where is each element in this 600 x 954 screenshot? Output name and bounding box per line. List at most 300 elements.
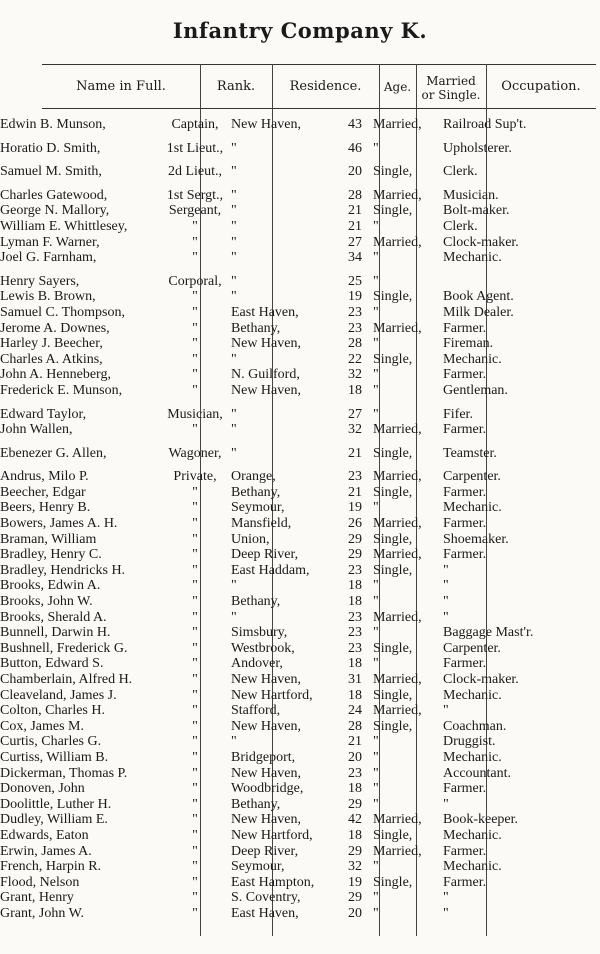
row-spacer — [0, 399, 600, 407]
cell-rank: " — [192, 578, 198, 594]
table-row — [0, 485, 600, 501]
cell-age: 21 — [348, 203, 362, 219]
cell-occupation: Farmer. — [443, 874, 487, 890]
cell-name: Jerome A. Downes, — [0, 320, 110, 336]
cell-occupation: Clock-maker. — [443, 672, 519, 687]
cell-married: " — [373, 273, 379, 289]
cell-name: Bradley, Henry C. — [0, 547, 102, 563]
cell-residence: East Haven, — [231, 304, 299, 320]
cell-residence: Westbrook, — [231, 640, 295, 656]
table-row — [0, 164, 600, 180]
cell-residence: Deep River, — [231, 843, 299, 859]
cell-name: Beecher, Edgar — [0, 484, 86, 500]
table-row — [0, 781, 600, 797]
cell-rank: " — [192, 656, 198, 672]
cell-married: Single, — [373, 640, 413, 656]
cell-age: 26 — [348, 516, 362, 532]
cell-married: " — [373, 859, 379, 875]
table-row — [0, 906, 600, 922]
cell-occupation: Clerk. — [443, 164, 478, 180]
cell-occupation: Clerk. — [443, 218, 478, 234]
table-row — [0, 766, 600, 782]
table-row — [0, 367, 600, 383]
cell-residence: Union, — [231, 531, 270, 547]
cell-age: 18 — [348, 578, 362, 594]
cell-rank: " — [192, 351, 198, 367]
cell-name: Lewis B. Brown, — [0, 289, 96, 305]
cell-married: Married, — [373, 516, 422, 532]
cell-rank: " — [192, 609, 198, 625]
cell-residence: " — [231, 422, 237, 438]
cell-name: John Wallen, — [0, 422, 73, 438]
cell-occupation: Coachman. — [443, 718, 507, 734]
cell-occupation: Clock-maker. — [443, 234, 519, 250]
cell-occupation: Baggage Mast'r. — [443, 625, 534, 641]
cell-occupation: Farmer. — [443, 422, 487, 438]
table-row — [0, 672, 600, 688]
cell-occupation: " — [443, 578, 449, 594]
cell-rank: " — [192, 796, 198, 812]
cell-residence: " — [231, 234, 237, 250]
table-row — [0, 641, 600, 657]
cell-name: Donoven, John — [0, 781, 85, 797]
cell-married: Married, — [373, 234, 422, 250]
header-top-rule — [42, 64, 596, 65]
cell-rank: " — [192, 812, 198, 828]
cell-age: 29 — [348, 890, 362, 906]
cell-occupation: Fifer. — [443, 406, 473, 422]
cell-rank: " — [192, 625, 198, 641]
cell-name: Brooks, John W. — [0, 594, 93, 610]
table-row — [0, 890, 600, 906]
cell-residence: " — [231, 273, 237, 289]
cell-occupation: Mechanic. — [443, 250, 502, 266]
cell-occupation: Mechanic. — [443, 687, 502, 703]
cell-residence: " — [231, 164, 237, 180]
cell-rank: " — [192, 905, 198, 921]
cell-married: " — [373, 382, 379, 398]
cell-rank: " — [192, 382, 198, 398]
cell-age: 18 — [348, 687, 362, 703]
table-row — [0, 750, 600, 766]
cell-residence: Andover, — [231, 656, 283, 672]
cell-rank: " — [192, 890, 198, 906]
cell-rank: " — [192, 484, 198, 500]
table-row — [0, 203, 600, 219]
cell-occupation: Mechanic. — [443, 500, 502, 516]
header-age: Age. — [383, 80, 412, 94]
cell-married: Single, — [373, 531, 413, 547]
table-row — [0, 844, 600, 860]
cell-residence: New Haven, — [231, 718, 301, 734]
cell-age: 32 — [348, 422, 362, 438]
cell-name: Flood, Nelson — [0, 874, 80, 890]
cell-name: Dickerman, Thomas P. — [0, 765, 128, 781]
cell-occupation: Farmer. — [443, 516, 487, 532]
cell-name: Harley J. Beecher, — [0, 336, 103, 352]
cell-age: 18 — [348, 781, 362, 797]
cell-age: 21 — [348, 445, 362, 461]
table-row — [0, 446, 600, 462]
cell-rank: " — [192, 874, 198, 890]
cell-married: " — [373, 734, 379, 750]
table-row — [0, 734, 600, 750]
cell-residence: New Haven, — [231, 117, 301, 132]
cell-rank: " — [192, 687, 198, 703]
cell-married: Married, — [373, 703, 422, 719]
cell-residence: " — [231, 203, 237, 219]
cell-rank: " — [192, 516, 198, 532]
cell-occupation: Upholsterer. — [443, 140, 512, 156]
cell-age: 27 — [348, 406, 362, 422]
cell-residence: " — [231, 289, 237, 305]
cell-rank: Captain, — [171, 117, 219, 132]
cell-married: Single, — [373, 445, 413, 461]
cell-married: Single, — [373, 827, 413, 843]
cell-age: 23 — [348, 609, 362, 625]
roster-table — [0, 117, 600, 922]
cell-residence: Bethany, — [231, 594, 281, 610]
cell-occupation: Farmer. — [443, 367, 487, 383]
cell-married: " — [373, 656, 379, 672]
cell-occupation: Teamster. — [443, 445, 497, 461]
cell-residence: N. Guilford, — [231, 367, 300, 383]
cell-age: 22 — [348, 351, 362, 367]
cell-rank: 1st Lieut., — [166, 140, 224, 156]
cell-occupation: Accountant. — [443, 765, 512, 781]
cell-occupation: Farmer. — [443, 484, 487, 500]
cell-residence: " — [231, 578, 237, 594]
spacer-cell — [0, 133, 600, 141]
cell-occupation: Mechanic. — [443, 749, 502, 765]
cell-occupation: " — [443, 609, 449, 625]
cell-occupation: Milk Dealer. — [443, 304, 514, 320]
cell-residence: Bethany, — [231, 320, 281, 336]
cell-residence: New Haven, — [231, 812, 301, 828]
cell-residence: " — [231, 734, 237, 750]
cell-residence: " — [231, 250, 237, 266]
table-row — [0, 407, 600, 423]
cell-name: Button, Edward S. — [0, 656, 104, 672]
cell-age: 23 — [348, 640, 362, 656]
cell-residence: New Haven, — [231, 382, 301, 398]
cell-name: Doolittle, Luther H. — [0, 796, 112, 812]
cell-residence: " — [231, 609, 237, 625]
cell-age: 23 — [348, 765, 362, 781]
cell-age: 34 — [348, 250, 362, 266]
cell-name: Henry Sayers, — [0, 273, 80, 289]
header-married-line1: Married — [426, 74, 476, 88]
cell-rank: 2d Lieut., — [167, 164, 223, 180]
cell-name: Beers, Henry B. — [0, 500, 91, 516]
cell-occupation: Book-keeper. — [443, 812, 519, 828]
cell-name: Edward Taylor, — [0, 406, 87, 422]
cell-residence: S. Coventry, — [231, 890, 301, 906]
row-spacer — [0, 266, 600, 274]
cell-rank: " — [192, 781, 198, 797]
table-row — [0, 578, 600, 594]
cell-occupation: Farmer. — [443, 320, 487, 336]
cell-occupation: Book Agent. — [443, 289, 514, 305]
cell-married: Married, — [373, 187, 422, 203]
cell-name: Edwards, Eaton — [0, 827, 89, 843]
table-row — [0, 500, 600, 516]
cell-rank: " — [192, 827, 198, 843]
header-occupation: Occupation. — [501, 79, 581, 94]
page-title: Infantry Company K. — [172, 18, 428, 43]
cell-rank: " — [192, 594, 198, 610]
cell-married: " — [373, 367, 379, 383]
cell-age: 19 — [348, 500, 362, 516]
table-row — [0, 812, 600, 828]
cell-age: 28 — [348, 187, 362, 203]
cell-name: Chamberlain, Alfred H. — [0, 672, 133, 687]
table-row — [0, 594, 600, 610]
cell-occupation: " — [443, 905, 449, 921]
cell-rank: " — [192, 218, 198, 234]
cell-married: Married, — [373, 117, 422, 132]
cell-residence: New Haven, — [231, 765, 301, 781]
cell-occupation: " — [443, 703, 449, 719]
cell-rank: " — [192, 672, 198, 687]
row-spacer — [0, 133, 600, 141]
cell-residence: Bethany, — [231, 484, 281, 500]
cell-married: " — [373, 406, 379, 422]
cell-age: 25 — [348, 273, 362, 289]
cell-residence: Stafford, — [231, 703, 281, 719]
cell-residence: Seymour, — [231, 859, 285, 875]
cell-married: Single, — [373, 718, 413, 734]
cell-occupation: Druggist. — [443, 734, 496, 750]
cell-rank: " — [192, 250, 198, 266]
table-row — [0, 422, 600, 438]
cell-married: Single, — [373, 203, 413, 219]
cell-residence: " — [231, 140, 237, 156]
cell-rank: Sergeant, — [168, 203, 222, 219]
table-row — [0, 719, 600, 735]
spacer-cell — [0, 156, 600, 164]
cell-married: " — [373, 905, 379, 921]
header-name: Name in Full. — [76, 79, 166, 94]
cell-married: " — [373, 218, 379, 234]
cell-name: Cox, James M. — [0, 718, 84, 734]
cell-rank: " — [192, 320, 198, 336]
cell-married: " — [373, 250, 379, 266]
cell-age: 42 — [348, 812, 362, 828]
cell-married: Single, — [373, 874, 413, 890]
table-row — [0, 563, 600, 579]
table-row — [0, 859, 600, 875]
cell-name: Bunnell, Darwin H. — [0, 625, 111, 641]
spacer-cell — [0, 438, 600, 446]
cell-age: 29 — [348, 531, 362, 547]
cell-age: 31 — [348, 672, 362, 687]
cell-name: Curtis, Charles G. — [0, 734, 102, 750]
spacer-cell — [0, 180, 600, 188]
row-spacer — [0, 438, 600, 446]
cell-rank: Wagoner, — [168, 445, 222, 461]
cell-residence: Orange, — [231, 469, 276, 485]
cell-occupation — [443, 274, 600, 290]
cell-age: 21 — [348, 218, 362, 234]
cell-name: John A. Henneberg, — [0, 367, 111, 383]
cell-age: 29 — [348, 843, 362, 859]
table-row — [0, 383, 600, 399]
cell-residence: " — [231, 445, 237, 461]
roster-body — [0, 117, 600, 922]
cell-rank: " — [192, 336, 198, 352]
cell-occupation: Railroad Sup't. — [443, 117, 527, 132]
cell-residence: Bethany, — [231, 796, 281, 812]
cell-occupation: Carpenter. — [443, 640, 501, 656]
cell-name: Grant, Henry — [0, 890, 74, 906]
cell-married: Married, — [373, 320, 422, 336]
cell-rank: " — [192, 547, 198, 563]
row-spacer — [0, 461, 600, 469]
cell-married: Single, — [373, 484, 413, 500]
row-spacer — [0, 180, 600, 188]
cell-married: Married, — [373, 469, 422, 485]
cell-residence: Mansfield, — [231, 516, 292, 532]
header-rank: Rank. — [216, 79, 256, 94]
cell-rank: Private, — [173, 469, 217, 485]
cell-rank: " — [192, 367, 198, 383]
cell-occupation: Farmer. — [443, 547, 487, 563]
cell-name: Brooks, Edwin A. — [0, 578, 101, 594]
cell-married: Married, — [373, 547, 422, 563]
table-row — [0, 117, 600, 133]
cell-rank: " — [192, 765, 198, 781]
cell-name: Lyman F. Warner, — [0, 234, 100, 250]
cell-age: 21 — [348, 734, 362, 750]
cell-occupation: Shoemaker. — [443, 531, 509, 547]
cell-name: George N. Mallory, — [0, 203, 110, 219]
cell-name: Frederick E. Munson, — [0, 382, 123, 398]
cell-married: Single, — [373, 562, 413, 578]
cell-age: 29 — [348, 796, 362, 812]
cell-name: Erwin, James A. — [0, 843, 92, 859]
cell-residence: Deep River, — [231, 547, 299, 563]
table-row — [0, 141, 600, 157]
cell-married: Married, — [373, 672, 422, 687]
cell-name: Braman, William — [0, 531, 97, 547]
cell-rank: " — [192, 500, 198, 516]
cell-age: 24 — [348, 703, 362, 719]
table-row — [0, 703, 600, 719]
cell-rank: " — [192, 531, 198, 547]
cell-residence: " — [231, 351, 237, 367]
cell-name: Brooks, Sherald A. — [0, 609, 107, 625]
table-row — [0, 875, 600, 891]
cell-residence: " — [231, 406, 237, 422]
table-row — [0, 321, 600, 337]
cell-rank: 1st Sergt., — [166, 187, 224, 203]
cell-married: Married, — [373, 609, 422, 625]
cell-name: Bradley, Hendricks H. — [0, 562, 126, 578]
table-row — [0, 469, 600, 485]
table-row — [0, 305, 600, 321]
cell-age: 18 — [348, 656, 362, 672]
cell-name: Joel G. Farnham, — [0, 250, 97, 266]
cell-residence: Seymour, — [231, 500, 285, 516]
cell-married: " — [373, 749, 379, 765]
cell-rank: " — [192, 734, 198, 750]
cell-occupation: Bolt-maker. — [443, 203, 510, 219]
cell-rank: " — [192, 304, 198, 320]
cell-married: " — [373, 625, 379, 641]
cell-age: 23 — [348, 562, 362, 578]
cell-married: Married, — [373, 422, 422, 438]
cell-name: Grant, John W. — [0, 905, 84, 921]
spacer-cell — [0, 266, 600, 274]
cell-occupation: Farmer. — [443, 656, 487, 672]
table-row — [0, 274, 600, 290]
cell-married: Single, — [373, 164, 413, 180]
cell-residence: Simsbury, — [231, 625, 288, 641]
table-row — [0, 797, 600, 813]
cell-married: " — [373, 336, 379, 352]
cell-age: 18 — [348, 594, 362, 610]
cell-age: 23 — [348, 625, 362, 641]
cell-name: Curtiss, William B. — [0, 749, 109, 765]
table-row — [0, 547, 600, 563]
cell-occupation: Carpenter. — [443, 469, 501, 485]
cell-age: 18 — [348, 382, 362, 398]
cell-age: 43 — [348, 117, 362, 132]
spacer-cell — [0, 461, 600, 469]
cell-married: " — [373, 781, 379, 797]
cell-age: 20 — [348, 749, 362, 765]
cell-rank: " — [192, 289, 198, 305]
cell-residence: Bridgeport, — [231, 749, 296, 765]
cell-name: Ebenezer G. Allen, — [0, 445, 107, 461]
cell-name: Samuel C. Thompson, — [0, 304, 125, 320]
cell-rank: " — [192, 640, 198, 656]
cell-married: " — [373, 765, 379, 781]
cell-occupation: " — [443, 796, 449, 812]
cell-occupation: Gentleman. — [443, 382, 508, 398]
table-row — [0, 625, 600, 641]
table-row — [0, 656, 600, 672]
cell-rank: " — [192, 859, 198, 875]
cell-age: 20 — [348, 905, 362, 921]
cell-residence: New Haven, — [231, 336, 301, 352]
table-row — [0, 828, 600, 844]
cell-age: 19 — [348, 874, 362, 890]
cell-occupation: Fireman. — [443, 336, 494, 352]
header-bottom-rule — [42, 108, 596, 109]
cell-residence: East Haddam, — [231, 562, 310, 578]
cell-residence: New Hartford, — [231, 687, 313, 703]
cell-married: " — [373, 140, 379, 156]
cell-age: 21 — [348, 484, 362, 500]
cell-married: " — [373, 578, 379, 594]
cell-rank: " — [192, 749, 198, 765]
table-row — [0, 352, 600, 368]
cell-age: 23 — [348, 469, 362, 485]
cell-residence: New Hartford, — [231, 827, 313, 843]
cell-rank: Musician, — [167, 406, 223, 422]
cell-married: Single, — [373, 289, 413, 305]
cell-married: Married, — [373, 812, 422, 828]
table-row — [0, 289, 600, 305]
cell-married: " — [373, 304, 379, 320]
table-row — [0, 610, 600, 626]
cell-occupation: " — [443, 562, 449, 578]
cell-married: " — [373, 890, 379, 906]
cell-name: Horatio D. Smith, — [0, 140, 101, 156]
cell-rank: " — [192, 422, 198, 438]
